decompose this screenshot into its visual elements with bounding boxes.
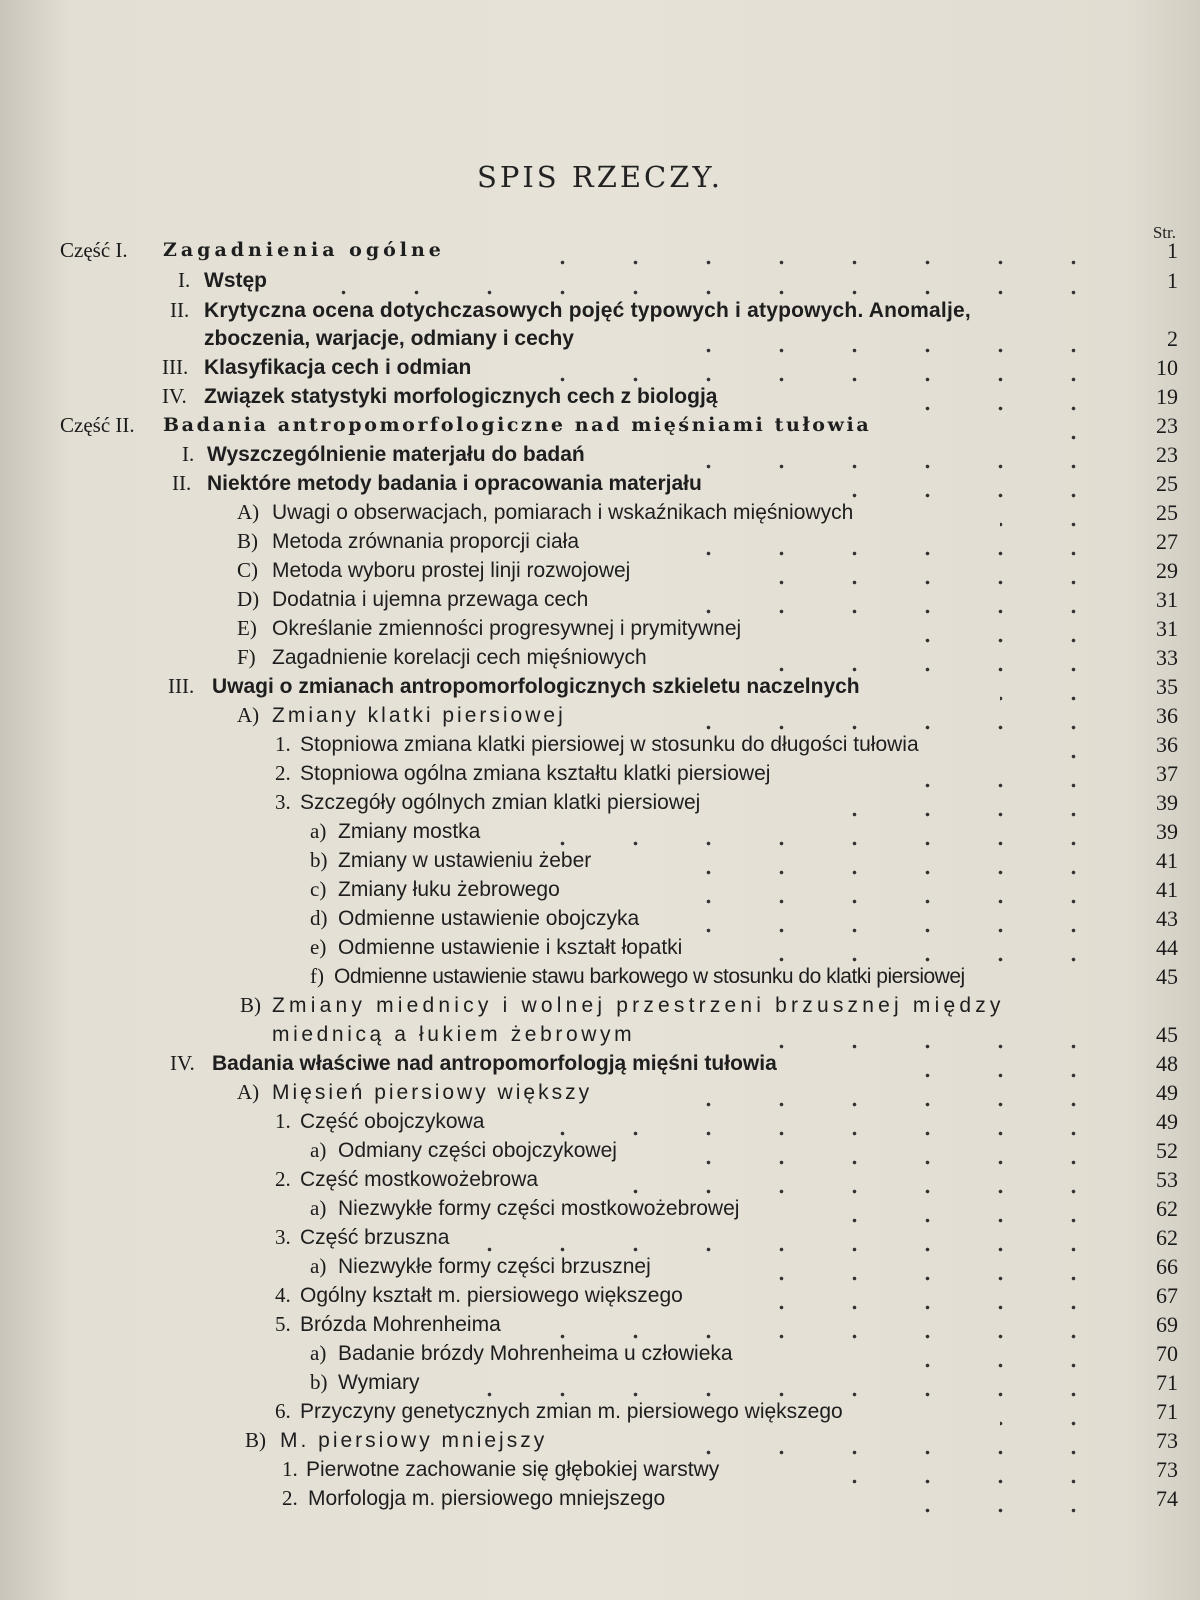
entry-number: a) [310, 1196, 327, 1220]
entry-label: M. piersiowy mniejszy [280, 1429, 548, 1452]
toc-entry [0, 991, 1200, 1020]
entry-page: 36 [1156, 703, 1178, 728]
entry-label: Określanie zmienności progresywnej i prymitywnej [272, 617, 742, 640]
entry-number: 2. [275, 1167, 291, 1191]
entry-label: Odmiany części obojczykowej [338, 1139, 617, 1162]
toc-entry [0, 759, 1200, 788]
entry-label: Zagadnienie korelacji cech mięśniowych [272, 646, 647, 669]
entry-page: 1 [1167, 238, 1178, 263]
entry-page: 45 [1156, 1022, 1178, 1047]
entry-label: Zmiany w ustawieniu żeber [338, 849, 592, 872]
entry-label: Badanie brózdy Mohrenheima u człowieka [338, 1342, 733, 1365]
entry-number: f) [310, 964, 324, 988]
leader-dots [320, 266, 1110, 295]
entry-number: a) [310, 1254, 327, 1278]
toc-entry [0, 498, 1200, 527]
leader-dots [860, 382, 1110, 411]
entry-label: Zagadnienia ogólne [163, 239, 445, 261]
entry-page: 37 [1156, 761, 1178, 786]
leader-dots [900, 759, 1110, 788]
leader-dots [640, 701, 1110, 730]
toc-entry [0, 1397, 1200, 1426]
entry-number: E) [237, 616, 257, 640]
leader-dots [480, 1368, 1110, 1397]
leader-dots [900, 1049, 1110, 1078]
entry-page: 74 [1156, 1486, 1178, 1511]
entry-page: 44 [1156, 935, 1178, 960]
entry-number: 3. [275, 1225, 291, 1249]
entry-page: 71 [1156, 1399, 1178, 1424]
leader-dots [480, 1223, 1110, 1252]
entry-number: A) [237, 1080, 260, 1104]
leader-dots [860, 1339, 1110, 1368]
entry-page: 70 [1156, 1341, 1178, 1366]
entry-number: C) [237, 558, 258, 582]
entry-number: c) [310, 877, 327, 901]
leader-dots [770, 933, 1110, 962]
entry-page: 69 [1156, 1312, 1178, 1337]
entry-label: Ogólny kształt m. piersiowego większego [300, 1284, 683, 1307]
entry-label: Odmienne ustawienie stawu barkowego w stosunku do klatki piersiowej [334, 965, 965, 988]
leader-dots [830, 469, 1110, 498]
toc-entry [0, 1426, 1200, 1455]
entry-label: Przyczyny genetycznych zmian m. piersiowego większego [300, 1400, 843, 1423]
entry-number: a) [310, 1138, 327, 1162]
entry-page: 48 [1156, 1051, 1178, 1076]
leader-dots [690, 527, 1110, 556]
entry-label: Odmienne ustawienie obojczyka [338, 907, 640, 930]
toc-entry [0, 296, 1200, 325]
entry-label: Szczegóły ogólnych zmian klatki piersiowej [300, 791, 701, 814]
entry-page: 73 [1156, 1428, 1178, 1453]
entry-number: B) [245, 1428, 266, 1452]
entry-label: Zmiany klatki piersiowej [272, 704, 566, 727]
leader-dots [700, 324, 1110, 353]
leader-dots [700, 904, 1110, 933]
leader-dots [1030, 411, 1110, 440]
toc-entry [0, 353, 1200, 382]
entry-page: 62 [1156, 1196, 1178, 1221]
toc-entry [0, 1136, 1200, 1165]
entry-number: A) [237, 500, 260, 524]
entry-page: 19 [1156, 384, 1178, 409]
entry-label: miednicą a łukiem żebrowym [272, 1023, 636, 1046]
entry-page: 35 [1156, 674, 1178, 699]
leader-dots [560, 353, 1110, 382]
entry-label: Uwagi o obserwacjach, pomiarach i wskaźnikach mięśniowych [272, 501, 854, 524]
entry-page: 52 [1156, 1138, 1178, 1163]
toc-entry [0, 672, 1200, 701]
entry-label: Część obojczykowa [300, 1110, 485, 1133]
entry-label: Wyszczególnienie materjału do badań [207, 443, 585, 466]
entry-label: Wymiary [338, 1371, 420, 1394]
entry-number: 3. [275, 790, 291, 814]
toc-entry [0, 1310, 1200, 1339]
leader-dots [830, 1194, 1110, 1223]
leader-dots [700, 1426, 1110, 1455]
entry-page: 71 [1156, 1370, 1178, 1395]
entry-page: 25 [1156, 471, 1178, 496]
toc-entry [0, 817, 1200, 846]
entry-page: 67 [1156, 1283, 1178, 1308]
leader-dots [560, 817, 1110, 846]
entry-number: a) [310, 1341, 327, 1365]
entry-page: 62 [1156, 1225, 1178, 1250]
leader-dots [1000, 498, 1110, 527]
toc-entry [0, 614, 1200, 643]
entry-page: 31 [1156, 587, 1178, 612]
entry-number: F) [237, 645, 256, 669]
leader-dots [500, 236, 1110, 265]
toc-entry [0, 846, 1200, 875]
entry-page: 49 [1156, 1080, 1178, 1105]
entry-label: Niezwykłe formy części mostkowożebrowej [338, 1197, 740, 1220]
entry-label: Metoda wyboru prostej linji rozwojowej [272, 559, 631, 582]
toc-entry [0, 1194, 1200, 1223]
entry-page: 53 [1156, 1167, 1178, 1192]
entry-label: Wstęp [204, 269, 267, 292]
entry-number: 4. [275, 1283, 291, 1307]
entry-label: Krytyczna ocena dotychczasowych pojęć typowych i atypowych. Anomalje, [204, 299, 971, 322]
leader-dots [1000, 672, 1110, 701]
toc-entry [0, 1281, 1200, 1310]
entry-number: IV. [162, 384, 187, 408]
entry-label: Zmiany mostka [338, 820, 481, 843]
entry-page: 10 [1156, 355, 1178, 380]
entry-label: Część mostkowożebrowa [300, 1168, 539, 1191]
entry-page: 23 [1156, 413, 1178, 438]
toc-entry [0, 266, 1200, 295]
entry-label: Brózda Mohrenheima [300, 1313, 501, 1336]
leader-dots [850, 1455, 1110, 1484]
leader-dots [730, 1252, 1110, 1281]
entry-label: Stopniowa zmiana klatki piersiowej w stosunku do długości tułowia [300, 733, 919, 756]
toc-entry [0, 236, 1200, 265]
entry-page: 49 [1156, 1109, 1178, 1134]
leader-dots [790, 788, 1110, 817]
toc-entry [0, 904, 1200, 933]
entry-page: 66 [1156, 1254, 1178, 1279]
toc-entry [0, 527, 1200, 556]
leader-dots [690, 585, 1110, 614]
toc-entry [0, 701, 1200, 730]
entry-number: 2. [275, 761, 291, 785]
entry-page: 31 [1156, 616, 1178, 641]
entry-number: 5. [275, 1312, 291, 1336]
leader-dots [770, 1281, 1110, 1310]
leader-dots [560, 1310, 1110, 1339]
entry-label: Badania antropomorfologiczne nad mięśniami tułowia [163, 414, 872, 436]
entry-number: b) [310, 848, 328, 872]
toc-entry [0, 1339, 1200, 1368]
entry-number: Część II. [60, 413, 135, 437]
toc-entry [0, 382, 1200, 411]
toc-entry [0, 788, 1200, 817]
entry-page: 33 [1156, 645, 1178, 670]
entry-page: 73 [1156, 1457, 1178, 1482]
toc-entry [0, 585, 1200, 614]
leader-dots [1060, 730, 1110, 759]
entry-label: Uwagi o zmianach antropomorfologicznych szkieletu naczelnych [212, 675, 860, 698]
entry-page: 25 [1156, 500, 1178, 525]
entry-label: Dodatnia i ujemna przewaga cech [272, 588, 589, 611]
leader-dots [640, 875, 1110, 904]
toc-entry [0, 1252, 1200, 1281]
entry-number: 6. [275, 1399, 291, 1423]
entry-page: 23 [1156, 442, 1178, 467]
entry-number: 1. [275, 732, 291, 756]
leader-dots [620, 1165, 1110, 1194]
toc-entry [0, 875, 1200, 904]
toc-entry [0, 1049, 1200, 1078]
entry-number: b) [310, 1370, 328, 1394]
toc-entry [0, 1165, 1200, 1194]
leader-dots [700, 846, 1110, 875]
entry-number: IV. [170, 1051, 195, 1075]
toc-entry [0, 1484, 1200, 1513]
toc-entry [0, 469, 1200, 498]
toc-entry [0, 440, 1200, 469]
entry-label: Związek statystyki morfologicznych cech z biologją [204, 385, 718, 408]
entry-label: Stopniowa ogólna zmiana kształtu klatki piersiowej [300, 762, 771, 785]
entry-label: Niektóre metody badania i opracowania materjału [207, 472, 702, 495]
entry-number: III. [168, 674, 195, 698]
entry-number: II. [170, 298, 190, 322]
entry-number: a) [310, 819, 327, 843]
entry-page: 27 [1156, 529, 1178, 554]
entry-page: 1 [1167, 268, 1178, 293]
entry-number: B) [240, 993, 261, 1017]
entry-page: 45 [1156, 964, 1178, 989]
toc-entry [0, 1107, 1200, 1136]
toc-entry [0, 1368, 1200, 1397]
page-column-label: Str. [1152, 223, 1176, 242]
entry-number: 2. [282, 1486, 298, 1510]
entry-page: 39 [1156, 790, 1178, 815]
leader-dots [860, 614, 1110, 643]
entry-label: Mięsień piersiowy większy [272, 1081, 593, 1104]
entry-label: Zmiany miednicy i wolnej przestrzeni brzusznej między [272, 994, 1005, 1017]
toc-entry [0, 1223, 1200, 1252]
leader-dots [760, 556, 1110, 585]
toc-entry [0, 1455, 1200, 1484]
toc-entry [0, 324, 1200, 353]
page-title: SPIS RZECZY. [476, 160, 724, 194]
leader-dots [1000, 1397, 1110, 1426]
entry-number: Część I. [60, 238, 128, 262]
entry-page: 43 [1156, 906, 1178, 931]
leader-dots [680, 440, 1110, 469]
entry-page: 36 [1156, 732, 1178, 757]
entry-number: I. [178, 268, 191, 292]
toc-entry [0, 411, 1200, 440]
toc-entry [0, 730, 1200, 759]
leader-dots [700, 1136, 1110, 1165]
entry-page: 2 [1167, 326, 1178, 351]
toc-entry [0, 556, 1200, 585]
toc-entry [0, 643, 1200, 672]
entry-number: A) [237, 703, 260, 727]
entry-label: Niezwykłe formy części brzusznej [338, 1255, 651, 1278]
entry-number: II. [172, 471, 192, 495]
entry-page: 41 [1156, 848, 1178, 873]
leader-dots [760, 643, 1110, 672]
entry-label: Morfologja m. piersiowego mniejszego [308, 1487, 666, 1510]
entry-number: 1. [275, 1109, 291, 1133]
toc-entry [0, 1020, 1200, 1049]
leader-dots [700, 1078, 1110, 1107]
toc-entry [0, 962, 1200, 991]
entry-number: I. [182, 442, 195, 466]
entry-label: zboczenia, warjacje, odmiany i cechy [204, 327, 574, 350]
entry-label: Część brzuszna [300, 1226, 450, 1249]
entry-number: D) [237, 587, 260, 611]
leader-dots [860, 1484, 1110, 1513]
entry-number: III. [162, 355, 189, 379]
entry-number: e) [310, 935, 327, 959]
entry-label: Zmiany łuku żebrowego [338, 878, 560, 901]
entry-page: 41 [1156, 877, 1178, 902]
entry-label: Klasyfikacja cech i odmian [204, 356, 472, 379]
toc-entry [0, 933, 1200, 962]
entry-page: 29 [1156, 558, 1178, 583]
entry-number: B) [237, 529, 258, 553]
entry-label: Metoda zrównania proporcji ciała [272, 530, 579, 553]
entry-label: Pierwotne zachowanie się głębokiej warstwy [306, 1458, 720, 1481]
entry-page: 39 [1156, 819, 1178, 844]
entry-label: Badania właściwe nad antropomorfologją mięśni tułowia [212, 1052, 777, 1075]
entry-number: d) [310, 906, 328, 930]
toc-entry [0, 1078, 1200, 1107]
entry-number: 1. [282, 1457, 298, 1481]
entry-label: Odmienne ustawienie i kształt łopatki [338, 936, 683, 959]
leader-dots [560, 1107, 1110, 1136]
leader-dots [740, 1020, 1110, 1049]
